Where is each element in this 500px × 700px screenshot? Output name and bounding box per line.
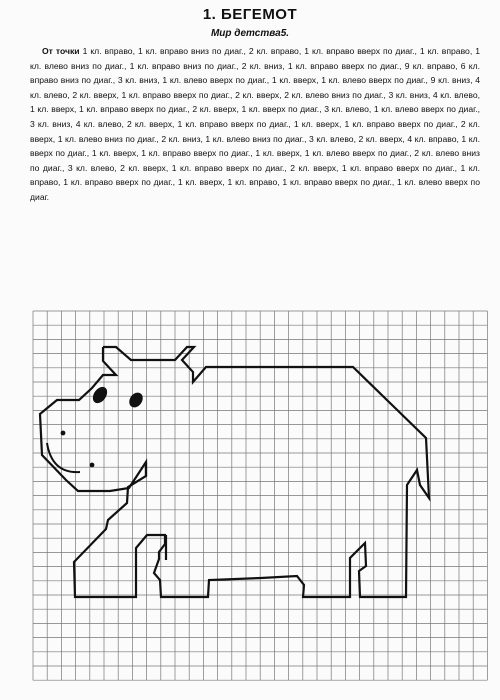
hippo-eye	[126, 390, 145, 410]
hippo-outline	[40, 347, 429, 597]
hippo-nostril	[90, 463, 95, 468]
hippo-drawing	[40, 347, 429, 597]
instructions-lead: От точки	[42, 46, 80, 56]
hippo-mouth	[47, 443, 80, 472]
instructions-text: 1 кл. вправо, 1 кл. вправо вниз по диаг., 2 кл. вправо, 1 кл. вправо вверх по диаг., 1 кл. вправо, 1 кл. влево вниз по диаг., 1 кл. вправо вниз по диаг., 2 кл. вниз, 1 кл. вправо вверх по диаг., 9 кл. вправо, 6 кл. вправо вниз по диаг., 3 кл. вниз, 1 кл. влево вверх по диаг., 1 кл. вверх, 1 кл. влево вверх по диаг., 9 кл. вниз, 4 кл. влево, 2 кл. вверх, 1 кл. вправо вверх по диаг., 2 кл. вверх, 2 кл. влево вниз по диаг., 3 кл. вниз, 4 кл. влево, 1 кл. вверх, 1 кл. вправо вверх по диаг., 2 кл. вверх, 1 кл. вверх по диаг., 3 кл. влево, 1 кл. влево вверх по диаг., 3 кл. вниз, 4 кл. влево, 2 кл. вверх, 1 кл. вправо вверх по диаг., 1 кл. вверх, 1 кл. вправо вверх по диаг., 2 кл. вверх, 1 кл. влево вниз по диаг., 2 кл. вниз, 1 кл. влево вниз по диаг., 3 кл. влево, 2 кл. вверх, 4 кл. вправо, 1 кл. вверх по диаг., 1 кл. вверх, 1 кл. вправо вверх по диаг., 1 кл. вверх, 1 кл. влево вверх по диаг., 2 кл. влево вниз по диаг., 3 кл. влево, 2 кл. вверх, 1 кл. вправо вверх по диаг., 2 кл. вверх, 1 кл. вправо вверх по диаг., 1 кл. вправо, 1 кл. вправо вверх по диаг., 1 кл. вверх, 1 кл. вправо, 1 кл. вправо вверх по диаг., 1 кл. влево вверх по диаг.	[30, 46, 480, 202]
hippo-nostril	[61, 431, 66, 436]
page-title: 1. БЕГЕМОТ	[202, 6, 298, 23]
page-subtitle: Мир детства5.	[210, 28, 290, 39]
